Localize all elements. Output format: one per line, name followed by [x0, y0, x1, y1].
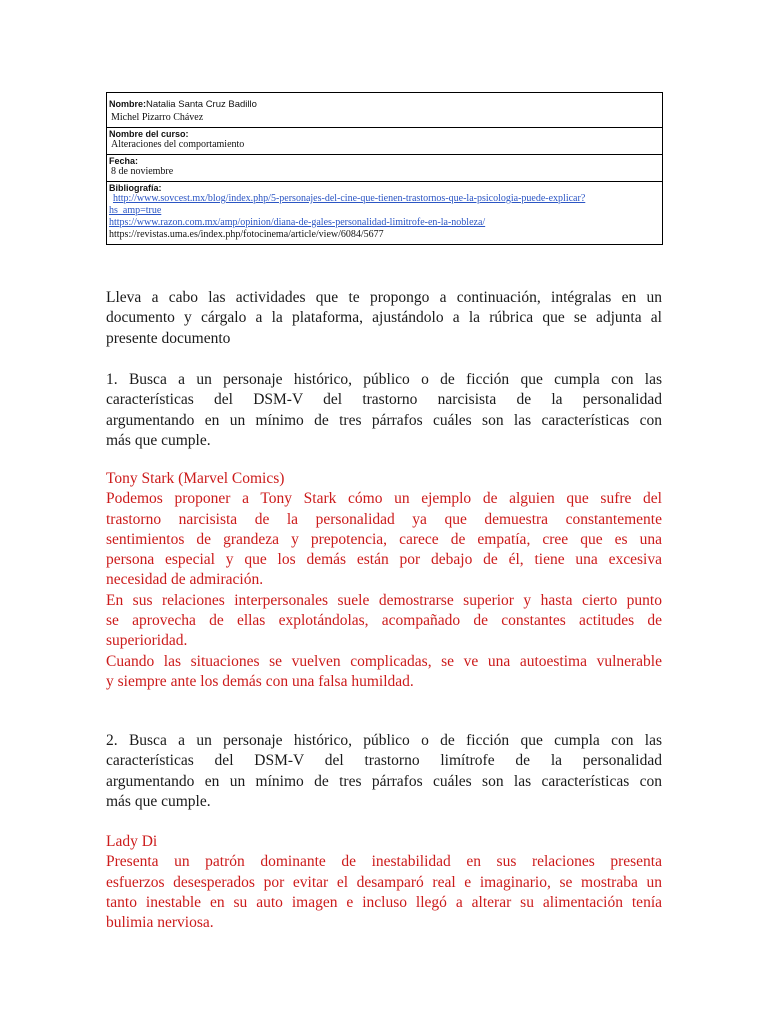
- intro-paragraph: [106, 288, 662, 349]
- intro-line: documento y cárgalo a la plataforma, ajustándolo a la rúbrica que se adjunta al: [106, 309, 662, 327]
- question-1-line: argumentando en un mínimo de tres párrafos cuáles son las características con: [106, 411, 662, 429]
- bibliography-url-3: https://revistas.uma.es/index.php/fotocinema/article/view/6084/5677: [109, 229, 384, 240]
- question-2-line: argumentando en un mínimo de tres párrafos cuáles son las características con: [106, 772, 662, 790]
- answer-1-line: necesidad de admiración.: [106, 571, 264, 589]
- intro-line: presente documento: [106, 329, 231, 347]
- answer-1-line: Podemos proponer a Tony Stark cómo un ejemplo de alguien que sufre del: [106, 490, 662, 508]
- date-row: [107, 155, 662, 182]
- course-row: [107, 128, 662, 155]
- question-2: [106, 731, 662, 812]
- answer-2-line: Presenta un patrón dominante de inestabilidad en sus relaciones presenta: [106, 853, 662, 871]
- date-value: 8 de noviembre: [111, 166, 174, 177]
- name-value: Natalia Santa Cruz Badillo: [146, 99, 257, 110]
- answer-2-line: esfuerzos desesperados por evitar el desamparó real e imaginario, se mostraba un: [106, 873, 662, 891]
- name-value-2: Michel Pizarro Chávez: [111, 112, 204, 123]
- date-label: Fecha:: [109, 156, 139, 166]
- answer-1-line: persona especial y que los demás están por debajo de él, tiene una excesiva: [106, 551, 662, 569]
- name-row: [107, 93, 662, 128]
- question-2-line: 2. Busca a un personaje histórico, público o de ficción que cumpla con las: [106, 732, 662, 749]
- answer-1-title: Tony Stark (Marvel Comics): [106, 470, 285, 487]
- bibliography-link-1[interactable]: http://www.sovcest.mx/blog/index.php/5-personajes-del-cine-que-tienen-trastornos-que-la-psicologia-puede-explicar?: [113, 193, 586, 204]
- question-2-line: características del DSM-V del trastorno limítrofe de la personalidad: [106, 752, 662, 770]
- intro-line: Lleva a cabo las actividades que te propongo a continuación, intégralas en un: [106, 289, 662, 306]
- info-table: [106, 92, 663, 245]
- question-1: [106, 370, 662, 451]
- answer-2-line: bulimia nerviosa.: [106, 914, 214, 932]
- question-1-line: 1. Busca a un personaje histórico, público o de ficción que cumpla con las: [106, 371, 662, 388]
- answer-1-line: Cuando las situaciones se vuelven complicadas, se ve una autoestima vulnerable: [106, 652, 662, 670]
- answer-2-line: tanto inestable en su auto imagen e incluso llegó a alterar su alimentación tenía: [106, 893, 662, 911]
- bibliography-row: [107, 182, 662, 244]
- question-1-line: características del DSM-V del trastorno narcisista de la personalidad: [106, 391, 662, 409]
- bibliography-label: Bibliografía:: [109, 183, 162, 193]
- question-1-line: más que cumple.: [106, 431, 211, 449]
- name-label: Nombre:: [109, 99, 147, 109]
- answer-1-line: En sus relaciones interpersonales suele demostrarse superior y hasta cierto punto: [106, 591, 662, 609]
- answer-1-line: se aprovecha de ellas explotándolas, acompañado de constantes actitudes de: [106, 612, 662, 630]
- course-label: Nombre del curso:: [109, 129, 189, 139]
- question-2-line: más que cumple.: [106, 792, 211, 810]
- answer-2: [106, 832, 662, 933]
- answer-1: [106, 469, 662, 692]
- bibliography-link-1-cont[interactable]: hs_amp=true: [109, 205, 162, 216]
- course-value: Alteraciones del comportamiento: [111, 139, 245, 150]
- answer-2-title: Lady Di: [106, 833, 158, 850]
- answer-1-line: trastorno narcisista de la personalidad ya que demuestra constantemente: [106, 510, 662, 528]
- bibliography-link-2[interactable]: https://www.razon.com.mx/amp/opinion/diana-de-gales-personalidad-limitrofe-en-la-nobleza/: [109, 217, 486, 228]
- answer-1-line: y siempre ante los demás con una falsa humildad.: [106, 672, 414, 690]
- answer-1-line: sentimientos de grandeza y prepotencia, carece de empatía, cree que es una: [106, 530, 662, 548]
- answer-1-line: superioridad.: [106, 632, 188, 650]
